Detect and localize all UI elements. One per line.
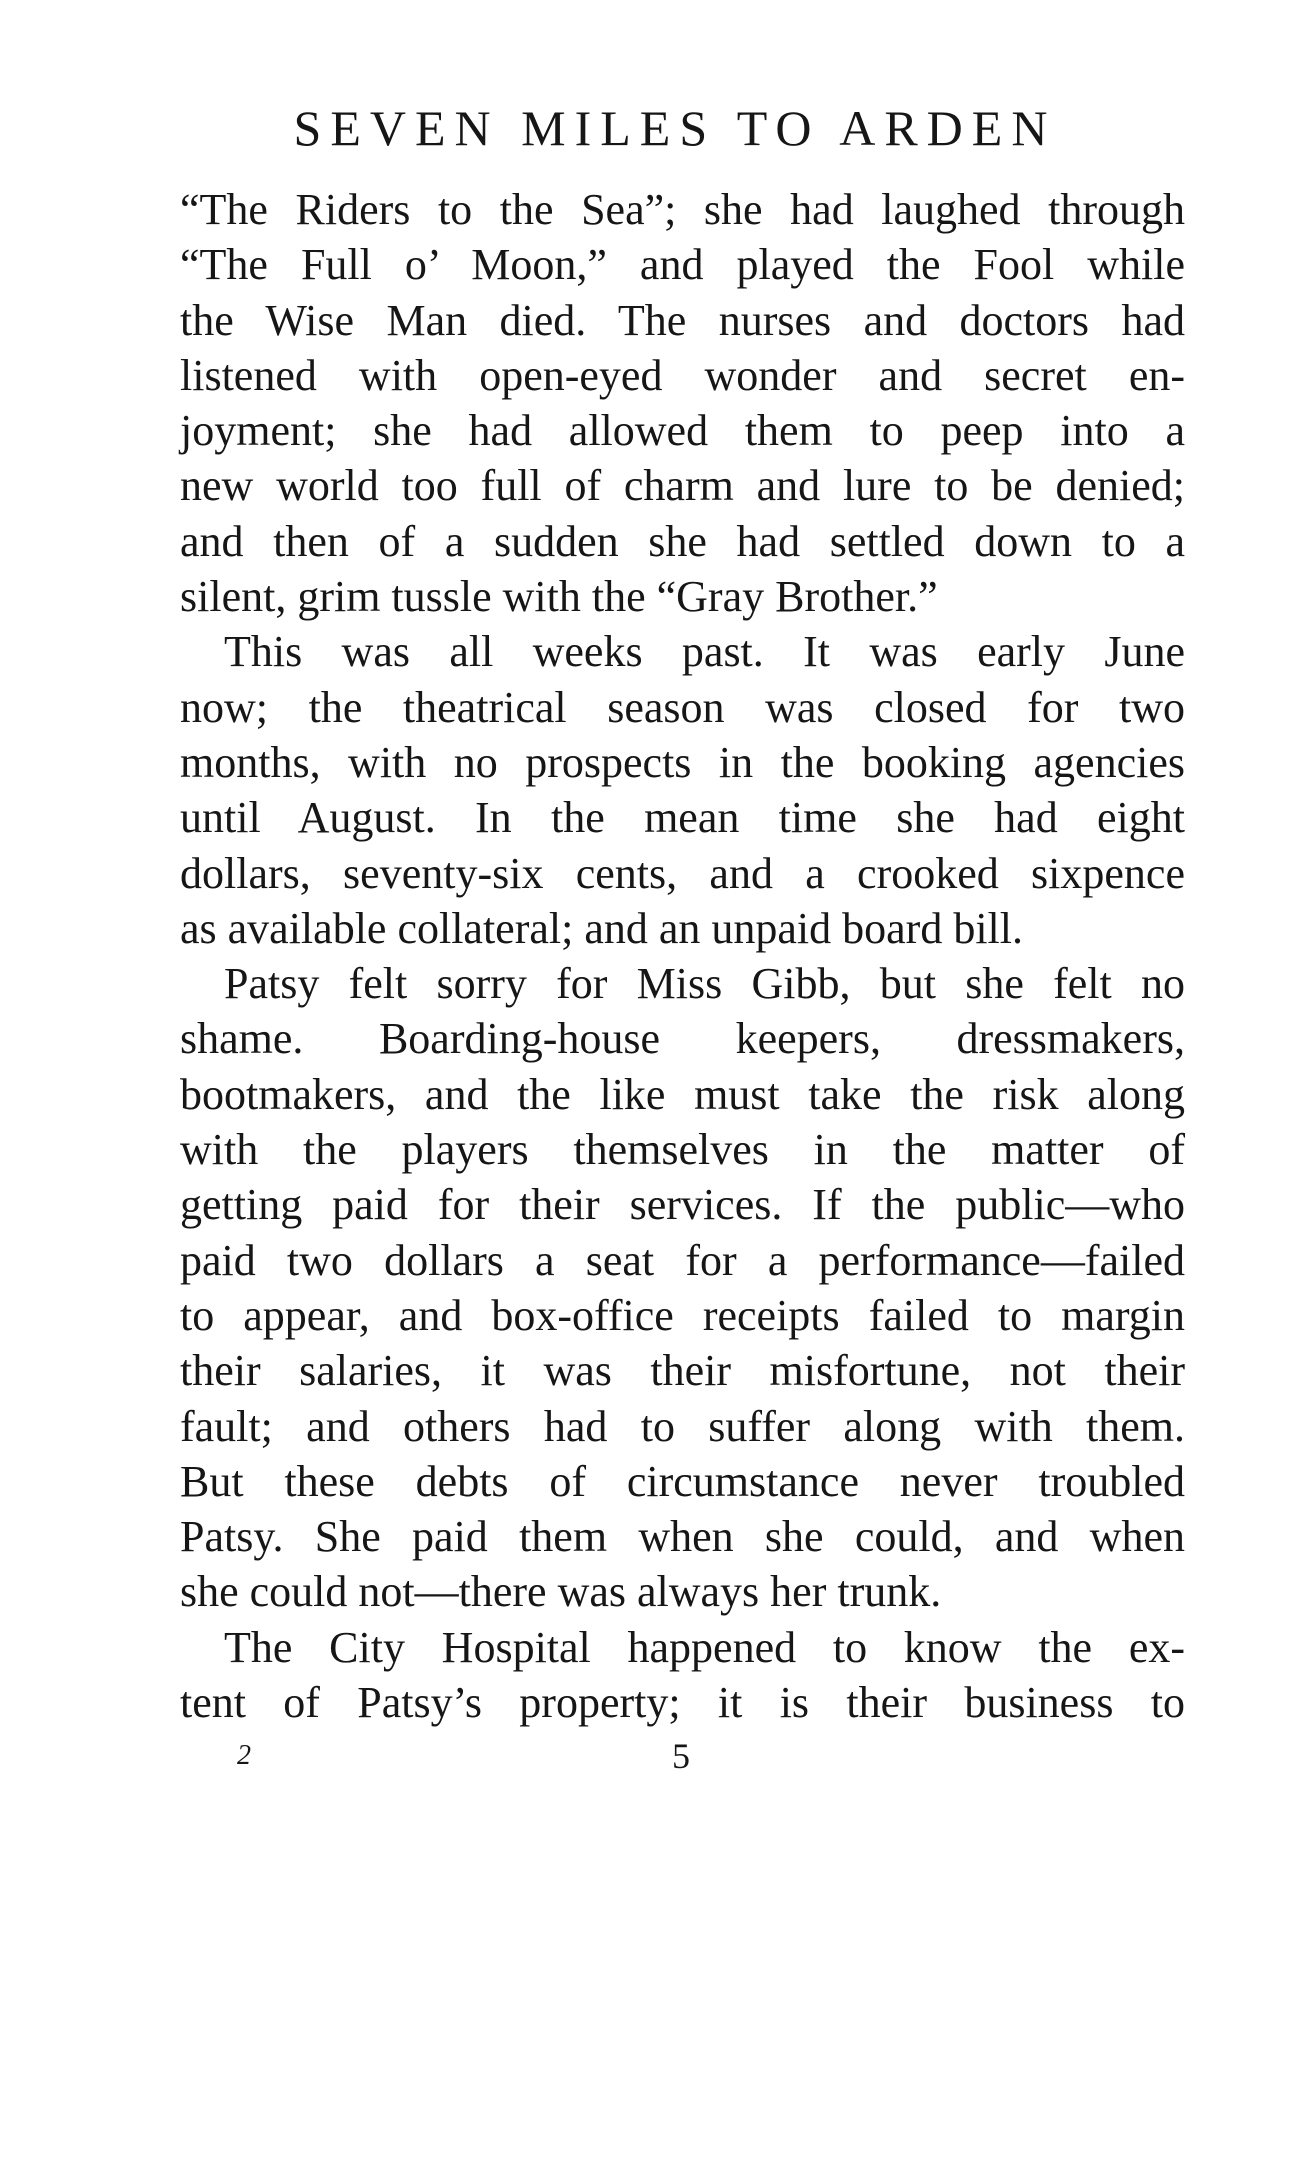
paragraph — [180, 624, 1185, 956]
text-line: dollars, seventy-six cents, and a crooked sixpence — [180, 848, 1185, 898]
text-line: shame. Boarding-house keepers, dressmakers, — [180, 1014, 1185, 1064]
text-line: “The Full o’ Moon,” and played the Fool while — [180, 240, 1185, 290]
text-line: getting paid for their services. If the public—who — [180, 1180, 1185, 1230]
text-line: to appear, and box-office receipts failed to margin — [180, 1290, 1185, 1340]
paragraph — [180, 956, 1185, 1620]
text-line: months, with no prospects in the booking agencies — [180, 737, 1185, 787]
text-line: tent of Patsy’s property; it is their business to — [180, 1678, 1185, 1728]
text-line: “The Riders to the Sea”; she had laughed through — [180, 185, 1185, 234]
text-line: their salaries, it was their misfortune, not their — [180, 1346, 1185, 1396]
text-line: This was all weeks past. It was early June — [224, 627, 1185, 677]
text-line: the Wise Man died. The nurses and doctors had — [180, 295, 1185, 345]
paragraph — [180, 182, 1185, 624]
text-line: Patsy felt sorry for Miss Gibb, but she felt no — [224, 959, 1185, 1009]
text-line: with the players themselves in the matter of — [180, 1125, 1185, 1175]
text-line: and then of a sudden she had settled down to a — [180, 516, 1185, 566]
text-line: until August. In the mean time she had eight — [180, 793, 1185, 843]
text-line: now; the theatrical season was closed for two — [180, 682, 1185, 732]
text-line: joyment; she had allowed them to peep into a — [180, 406, 1185, 456]
running-head: SEVEN MILES TO ARDEN — [293, 100, 1057, 156]
signature-mark: 2 — [237, 1740, 251, 1771]
text-line: as available collateral; and an unpaid board bill. — [180, 903, 1024, 953]
text-line: listened with open-eyed wonder and secret en- — [180, 350, 1185, 400]
text-line: bootmakers, and the like must take the risk along — [180, 1069, 1185, 1119]
text-line: fault; and others had to suffer along with them. — [180, 1401, 1185, 1451]
paragraph — [180, 1620, 1185, 1731]
page-number: 5 — [672, 1736, 690, 1776]
text-line: But these debts of circumstance never troubled — [180, 1456, 1185, 1506]
text-line: new world too full of charm and lure to be denied; — [180, 461, 1185, 511]
text-line: Patsy. She paid them when she could, and when — [180, 1512, 1185, 1562]
text-line: The City Hospital happened to know the ex- — [224, 1622, 1185, 1672]
text-line: paid two dollars a seat for a performance—failed — [180, 1235, 1185, 1285]
body-text — [180, 182, 1185, 1730]
text-line: she could not—there was always her trunk. — [180, 1567, 942, 1617]
text-line: silent, grim tussle with the “Gray Brother.” — [180, 572, 938, 622]
